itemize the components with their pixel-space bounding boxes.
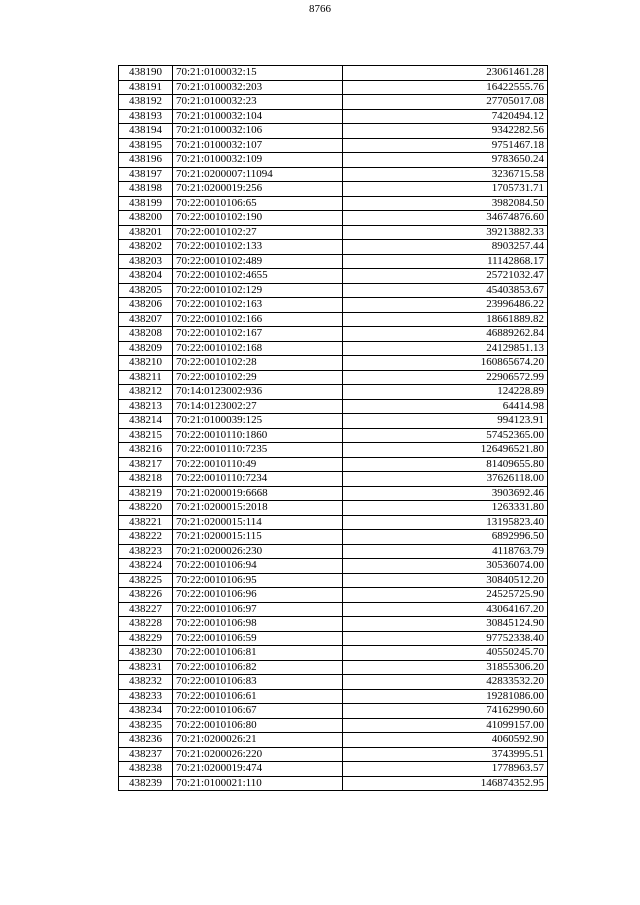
row-number-cell: 438222: [119, 530, 173, 545]
table-row: [119, 225, 548, 240]
row-number-cell: 438195: [119, 138, 173, 153]
cadastral-value-cell: 30536074.00: [343, 559, 548, 574]
cadastral-number-cell: 70:21:0100032:23: [173, 95, 343, 110]
cadastral-number-cell: 70:22:0010102:168: [173, 341, 343, 356]
table-row: [119, 124, 548, 139]
cadastral-value-cell: 18661889.82: [343, 312, 548, 327]
row-number-cell: 438237: [119, 747, 173, 762]
table-row: [119, 428, 548, 443]
row-number-cell: 438234: [119, 704, 173, 719]
cadastral-number-cell: 70:14:0123002:936: [173, 385, 343, 400]
row-number-cell: 438230: [119, 646, 173, 661]
cadastral-value-cell: 1705731.71: [343, 182, 548, 197]
table-row: [119, 341, 548, 356]
row-number-cell: 438214: [119, 414, 173, 429]
table-row: [119, 602, 548, 617]
table-row: [119, 414, 548, 429]
row-number-cell: 438191: [119, 80, 173, 95]
table-row: [119, 704, 548, 719]
row-number-cell: 438209: [119, 341, 173, 356]
cadastral-number-cell: 70:22:0010110:49: [173, 457, 343, 472]
cadastral-number-cell: 70:21:0200015:114: [173, 515, 343, 530]
table-row: [119, 457, 548, 472]
table-row: [119, 486, 548, 501]
cadastral-number-cell: 70:22:0010110:1860: [173, 428, 343, 443]
cadastral-value-cell: 24525725.90: [343, 588, 548, 603]
cadastral-value-cell: 3236715.58: [343, 167, 548, 182]
cadastral-value-cell: 31855306.20: [343, 660, 548, 675]
table-row: [119, 312, 548, 327]
cadastral-number-cell: 70:22:0010106:65: [173, 196, 343, 211]
cadastral-number-cell: 70:22:0010102:29: [173, 370, 343, 385]
cadastral-number-cell: 70:21:0200019:256: [173, 182, 343, 197]
cadastral-value-cell: 37626118.00: [343, 472, 548, 487]
row-number-cell: 438192: [119, 95, 173, 110]
cadastral-number-cell: 70:22:0010106:98: [173, 617, 343, 632]
cadastral-value-cell: 64414.98: [343, 399, 548, 414]
row-number-cell: 438211: [119, 370, 173, 385]
row-number-cell: 438239: [119, 776, 173, 791]
cadastral-value-cell: 74162990.60: [343, 704, 548, 719]
cadastral-number-cell: 70:22:0010106:83: [173, 675, 343, 690]
cadastral-value-cell: 3903692.46: [343, 486, 548, 501]
table-row: [119, 631, 548, 646]
cadastral-value-cell: 43064167.20: [343, 602, 548, 617]
table-row: [119, 747, 548, 762]
table-body: [119, 66, 548, 791]
row-number-cell: 438233: [119, 689, 173, 704]
cadastral-value-cell: 41099157.00: [343, 718, 548, 733]
table-row: [119, 95, 548, 110]
table-row: [119, 660, 548, 675]
cadastral-number-cell: 70:22:0010102:190: [173, 211, 343, 226]
cadastral-number-cell: 70:21:0100032:106: [173, 124, 343, 139]
table-row: [119, 776, 548, 791]
cadastral-number-cell: 70:22:0010106:95: [173, 573, 343, 588]
cadastral-value-cell: 124228.89: [343, 385, 548, 400]
cadastral-number-cell: 70:22:0010106:96: [173, 588, 343, 603]
row-number-cell: 438202: [119, 240, 173, 255]
cadastral-number-cell: 70:21:0200026:21: [173, 733, 343, 748]
table-row: [119, 733, 548, 748]
cadastral-number-cell: 70:21:0200015:115: [173, 530, 343, 545]
row-number-cell: 438225: [119, 573, 173, 588]
row-number-cell: 438232: [119, 675, 173, 690]
cadastral-value-cell: 4060592.90: [343, 733, 548, 748]
table-row: [119, 646, 548, 661]
cadastral-value-cell: 24129851.13: [343, 341, 548, 356]
table-row: [119, 182, 548, 197]
cadastral-value-cell: 1778963.57: [343, 762, 548, 777]
cadastral-number-cell: 70:22:0010102:27: [173, 225, 343, 240]
row-number-cell: 438213: [119, 399, 173, 414]
row-number-cell: 438215: [119, 428, 173, 443]
table-row: [119, 501, 548, 516]
cadastral-value-cell: 45403853.67: [343, 283, 548, 298]
cadastral-value-cell: 23996486.22: [343, 298, 548, 313]
table-row: [119, 370, 548, 385]
cadastral-value-cell: 22906572.99: [343, 370, 548, 385]
cadastral-number-cell: 70:22:0010110:7235: [173, 443, 343, 458]
cadastral-value-cell: 126496521.80: [343, 443, 548, 458]
row-number-cell: 438205: [119, 283, 173, 298]
cadastral-value-cell: 57452365.00: [343, 428, 548, 443]
table-row: [119, 66, 548, 81]
cadastral-number-cell: 70:21:0200019:6668: [173, 486, 343, 501]
cadastral-number-cell: 70:22:0010102:489: [173, 254, 343, 269]
row-number-cell: 438198: [119, 182, 173, 197]
table-row: [119, 269, 548, 284]
table-row: [119, 240, 548, 255]
cadastral-number-cell: 70:21:0100032:203: [173, 80, 343, 95]
row-number-cell: 438223: [119, 544, 173, 559]
table-row: [119, 356, 548, 371]
cadastral-number-cell: 70:21:0200026:220: [173, 747, 343, 762]
cadastral-value-cell: 9751467.18: [343, 138, 548, 153]
table-row: [119, 211, 548, 226]
table-row: [119, 544, 548, 559]
cadastral-number-cell: 70:14:0123002:27: [173, 399, 343, 414]
row-number-cell: 438227: [119, 602, 173, 617]
row-number-cell: 438196: [119, 153, 173, 168]
cadastral-number-cell: 70:22:0010102:163: [173, 298, 343, 313]
cadastral-number-cell: 70:22:0010106:97: [173, 602, 343, 617]
cadastral-value-cell: 3743995.51: [343, 747, 548, 762]
cadastral-value-cell: 9783650.24: [343, 153, 548, 168]
cadastral-number-cell: 70:22:0010102:166: [173, 312, 343, 327]
cadastral-value-cell: 19281086.00: [343, 689, 548, 704]
row-number-cell: 438226: [119, 588, 173, 603]
row-number-cell: 438201: [119, 225, 173, 240]
cadastral-number-cell: 70:21:0200019:474: [173, 762, 343, 777]
cadastral-number-cell: 70:22:0010102:129: [173, 283, 343, 298]
cadastral-value-cell: 13195823.40: [343, 515, 548, 530]
row-number-cell: 438231: [119, 660, 173, 675]
cadastral-number-cell: 70:21:0200015:2018: [173, 501, 343, 516]
table-row: [119, 283, 548, 298]
row-number-cell: 438229: [119, 631, 173, 646]
cadastral-value-cell: 30840512.20: [343, 573, 548, 588]
row-number-cell: 438235: [119, 718, 173, 733]
cadastral-number-cell: 70:22:0010102:28: [173, 356, 343, 371]
row-number-cell: 438216: [119, 443, 173, 458]
cadastral-number-cell: 70:22:0010110:7234: [173, 472, 343, 487]
cadastral-value-cell: 34674876.60: [343, 211, 548, 226]
row-number-cell: 438217: [119, 457, 173, 472]
cadastral-number-cell: 70:22:0010106:61: [173, 689, 343, 704]
cadastral-value-cell: 994123.91: [343, 414, 548, 429]
table-row: [119, 515, 548, 530]
cadastral-value-cell: 1263331.80: [343, 501, 548, 516]
row-number-cell: 438206: [119, 298, 173, 313]
row-number-cell: 438220: [119, 501, 173, 516]
cadastral-number-cell: 70:21:0200026:230: [173, 544, 343, 559]
cadastral-number-cell: 70:22:0010106:80: [173, 718, 343, 733]
cadastral-number-cell: 70:22:0010106:67: [173, 704, 343, 719]
cadastral-value-table: [118, 65, 548, 791]
table-row: [119, 762, 548, 777]
cadastral-number-cell: 70:21:0100032:109: [173, 153, 343, 168]
cadastral-value-cell: 39213882.33: [343, 225, 548, 240]
cadastral-value-cell: 97752338.40: [343, 631, 548, 646]
cadastral-value-cell: 6892996.50: [343, 530, 548, 545]
table-row: [119, 559, 548, 574]
cadastral-value-cell: 27705017.08: [343, 95, 548, 110]
cadastral-number-cell: 70:21:0100032:107: [173, 138, 343, 153]
row-number-cell: 438218: [119, 472, 173, 487]
table-row: [119, 588, 548, 603]
table-row: [119, 718, 548, 733]
cadastral-value-cell: 9342282.56: [343, 124, 548, 139]
cadastral-value-cell: 23061461.28: [343, 66, 548, 81]
page-number: 8766: [309, 3, 331, 15]
cadastral-number-cell: 70:22:0010106:82: [173, 660, 343, 675]
row-number-cell: 438197: [119, 167, 173, 182]
row-number-cell: 438210: [119, 356, 173, 371]
table-row: [119, 109, 548, 124]
table-row: [119, 689, 548, 704]
row-number-cell: 438219: [119, 486, 173, 501]
cadastral-number-cell: 70:21:0100039:125: [173, 414, 343, 429]
cadastral-value-cell: 7420494.12: [343, 109, 548, 124]
row-number-cell: 438236: [119, 733, 173, 748]
row-number-cell: 438203: [119, 254, 173, 269]
cadastral-value-cell: 30845124.90: [343, 617, 548, 632]
cadastral-number-cell: 70:22:0010102:167: [173, 327, 343, 342]
cadastral-number-cell: 70:21:0100032:15: [173, 66, 343, 81]
table-row: [119, 472, 548, 487]
cadastral-value-cell: 4118763.79: [343, 544, 548, 559]
cadastral-value-cell: 146874352.95: [343, 776, 548, 791]
table-row: [119, 443, 548, 458]
table-row: [119, 675, 548, 690]
table-row: [119, 298, 548, 313]
table-row: [119, 167, 548, 182]
cadastral-number-cell: 70:21:0200007:11094: [173, 167, 343, 182]
table-row: [119, 196, 548, 211]
row-number-cell: 438199: [119, 196, 173, 211]
row-number-cell: 438207: [119, 312, 173, 327]
cadastral-value-cell: 25721032.47: [343, 269, 548, 284]
table-row: [119, 530, 548, 545]
row-number-cell: 438190: [119, 66, 173, 81]
row-number-cell: 438212: [119, 385, 173, 400]
cadastral-number-cell: 70:22:0010106:94: [173, 559, 343, 574]
table-row: [119, 399, 548, 414]
table-row: [119, 80, 548, 95]
row-number-cell: 438228: [119, 617, 173, 632]
table-row: [119, 327, 548, 342]
row-number-cell: 438224: [119, 559, 173, 574]
cadastral-number-cell: 70:22:0010102:133: [173, 240, 343, 255]
cadastral-value-cell: 8903257.44: [343, 240, 548, 255]
cadastral-value-cell: 40550245.70: [343, 646, 548, 661]
cadastral-value-cell: 81409655.80: [343, 457, 548, 472]
table-row: [119, 254, 548, 269]
table-row: [119, 153, 548, 168]
cadastral-value-cell: 46889262.84: [343, 327, 548, 342]
cadastral-number-cell: 70:22:0010106:81: [173, 646, 343, 661]
cadastral-value-cell: 11142868.17: [343, 254, 548, 269]
row-number-cell: 438208: [119, 327, 173, 342]
cadastral-value-cell: 42833532.20: [343, 675, 548, 690]
row-number-cell: 438221: [119, 515, 173, 530]
table-row: [119, 617, 548, 632]
row-number-cell: 438204: [119, 269, 173, 284]
row-number-cell: 438193: [119, 109, 173, 124]
cadastral-value-cell: 16422555.76: [343, 80, 548, 95]
table-row: [119, 385, 548, 400]
row-number-cell: 438238: [119, 762, 173, 777]
table-row: [119, 573, 548, 588]
cadastral-value-cell: 160865674.20: [343, 356, 548, 371]
cadastral-value-cell: 3982084.50: [343, 196, 548, 211]
row-number-cell: 438194: [119, 124, 173, 139]
cadastral-number-cell: 70:22:0010102:4655: [173, 269, 343, 284]
cadastral-number-cell: 70:21:0100032:104: [173, 109, 343, 124]
table-row: [119, 138, 548, 153]
row-number-cell: 438200: [119, 211, 173, 226]
cadastral-number-cell: 70:22:0010106:59: [173, 631, 343, 646]
cadastral-number-cell: 70:21:0100021:110: [173, 776, 343, 791]
